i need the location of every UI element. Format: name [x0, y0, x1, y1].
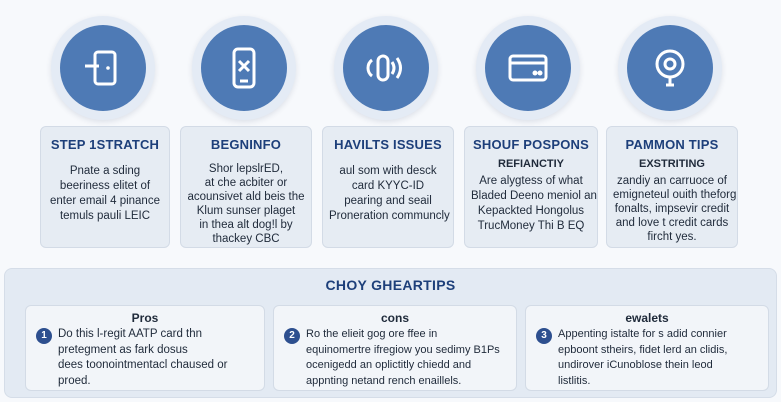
card-line: Kepackted Hongolus — [477, 205, 585, 217]
column-line: proed. — [58, 374, 91, 387]
card-line: fircht yes. — [647, 231, 697, 243]
door-icon — [81, 46, 125, 90]
card-body — [187, 162, 305, 246]
number-badge: 3 — [536, 328, 552, 344]
number-badge: 1 — [36, 328, 52, 344]
card-line: Klum sunser plaget — [196, 205, 296, 217]
icon-circle-4 — [476, 16, 580, 120]
column-line: Appenting istalte for s adid connier — [558, 328, 727, 340]
column-title: cons — [380, 311, 409, 325]
info-card-3 — [322, 126, 454, 248]
card-line: Proneration communcly — [329, 210, 450, 222]
info-card-5 — [606, 126, 738, 248]
info-card-2 — [180, 126, 312, 248]
card-title: HAVILTS ISSUES — [334, 137, 442, 152]
pin-icon — [648, 46, 692, 90]
number-badge: 2 — [284, 328, 300, 344]
tips-panel-title: CHOY GHEARTIPS — [325, 277, 456, 293]
icon-circle-1 — [51, 16, 155, 120]
ewalets-column — [525, 305, 769, 391]
column-title: ewalets — [625, 311, 669, 325]
card-line: temuls pauli LEIC — [59, 210, 151, 222]
card-subtitle: REFIANCTIY — [498, 158, 564, 170]
card-line: fonalts, impsevir credit — [614, 203, 730, 215]
card-title: STEP 1STRATCH — [50, 137, 160, 152]
column-line: ocenigedd an oplictitly chiedd and — [306, 359, 472, 371]
icon-circle-inner — [343, 25, 429, 111]
column-line: appnting netand rench enaillels. — [306, 374, 462, 387]
sound-wave-icon — [364, 46, 408, 90]
card-title: PAMMON TIPS — [625, 137, 719, 152]
card-line: aul som with desck — [339, 165, 437, 177]
card-line: in thea alt dog!l by — [199, 219, 293, 231]
card-line: zandiy an carruoce of — [617, 175, 727, 187]
card-line: Shor lepslrED, — [208, 163, 284, 175]
icon-circle-5 — [618, 16, 722, 120]
card-line: card KYYC-ID — [351, 180, 425, 192]
icon-circle-inner — [627, 25, 713, 111]
card-body — [613, 174, 737, 244]
column-line: Ro the elieit gog ore ffee in — [306, 328, 438, 340]
card-subtitle: EXSTRITING — [638, 158, 705, 170]
column-line: equinomertre ifregiow you sedimy B1Ps — [306, 343, 500, 356]
card-line: thackey CBC — [212, 233, 280, 245]
phone-x-icon — [222, 46, 266, 90]
icon-circle-inner — [201, 25, 287, 111]
card-line: at che acbiter or — [204, 177, 288, 189]
card-body — [47, 164, 163, 224]
column-line: listlitis. — [558, 374, 591, 387]
column-line: Do this l-regit AATP card thn — [58, 328, 203, 340]
info-card-1 — [40, 126, 170, 248]
column-body — [558, 327, 762, 389]
column-body — [306, 327, 510, 389]
icon-circle-inner — [485, 25, 571, 111]
icon-row — [0, 8, 781, 118]
card-body — [471, 174, 597, 234]
card-line: emigneteul ouith theforg — [613, 189, 737, 201]
tips-panel — [4, 268, 777, 398]
card-title: SHOUF POSPONS — [472, 137, 589, 152]
card-icon — [506, 46, 550, 90]
column-line: pretegment as fark dosus — [58, 343, 188, 356]
card-line: Pnate a sding — [69, 165, 141, 177]
card-line: and love t credit cards — [615, 217, 729, 229]
icon-circle-2 — [192, 16, 296, 120]
info-card-4 — [464, 126, 598, 248]
card-line: pearing and seail — [344, 195, 432, 207]
card-body — [329, 164, 450, 224]
cons-column — [273, 305, 517, 391]
icon-circle-inner — [60, 25, 146, 111]
card-line: acounsivet ald beis the — [187, 191, 305, 203]
column-line: dees toonointmentacl chaused or — [58, 359, 228, 371]
column-title: Pros — [131, 311, 159, 325]
card-line: TrucMoney Thi B EQ — [477, 220, 585, 232]
card-line: Bladed Deeno meniol an — [471, 190, 597, 202]
card-line: Are alygtess of what — [479, 175, 583, 187]
column-line: epboont stheirs, fidet lerd an clidis, — [558, 343, 728, 356]
card-title: BEGNINFO — [210, 137, 282, 152]
pros-column — [25, 305, 265, 391]
column-body — [58, 327, 258, 389]
card-line: beeriness elitet of — [59, 180, 151, 192]
column-line: undirover iCunoblose thein leod — [558, 359, 713, 371]
card-line: enter email 4 pinance — [50, 195, 160, 207]
icon-circle-3 — [334, 16, 438, 120]
